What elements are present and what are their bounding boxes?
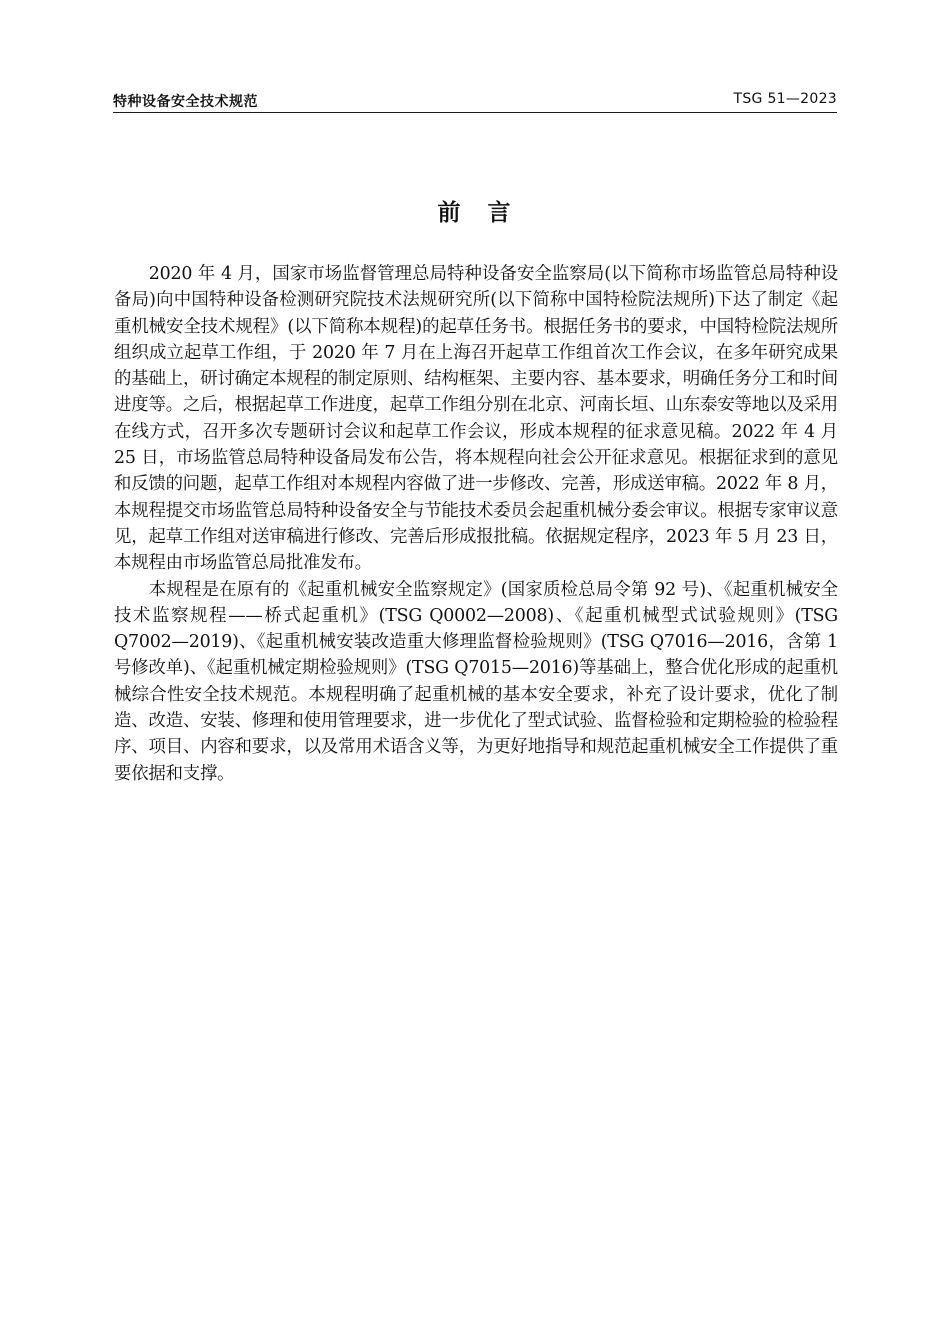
regulation-series-title: 特种设备安全技术规范 <box>113 94 258 110</box>
foreword-paragraph-2: 本规程是在原有的《起重机械安全监察规定》(国家质检总局令第 92 号)、《起重机械安全技术监察规程——桥式起重机》(TSG Q0002—2008)、《起重机械型式试验规则》(TSG Q7002—2019)、《起重机械安装改造重大修理监督检验规则》(TSG Q7016—2016，含第 1 号修改单)、《起重机械定期检验规则》(TSG Q7015—2016)等基础上，整合优化形成的起重机械综合性安全技术规范。本规程明确了起重机械的基本安全要求，补充了设计要求，优化了制造、改造、安装、修理和使用管理要求，进一步优化了型式试验、监督检验和定期检验的检验程序、项目、内容和要求，以及常用术语含义等，为更好地指导和规范起重机械安全工作提供了重要依据和支撑。 <box>114 579 838 784</box>
foreword-paragraph-1: 2020 年 4 月，国家市场监督管理总局特种设备安全监察局(以下简称市场监管总局特种设备局)向中国特种设备检测研究院技术法规研究所(以下简称中国特检院法规所)下达了制定《起重机械安全技术规程》(以下简称本规程)的起草任务书。根据任务书的要求，中国特检院法规所组织成立起草工作组，于 2020 年 7 月在上海召开起草工作组首次工作会议，在多年研究成果的基础上，研讨确定本规程的制定原则、结构框架、主要内容、基本要求，明确任务分工和时间进度等。之后，根据起草工作进度，起草工作组分别在北京、河南长垣、山东泰安等地以及采用在线方式，召开多次专题研讨会议和起草工作会议，形成本规程的征求意见稿。2022 年 4 月 25 日，市场监管总局特种设备局发布公告，将本规程向社会公开征求意见。根据征求到的意见和反馈的问题，起草工作组对本规程内容做了进一步修改、完善，形成送审稿。2022 年 8 月，本规程提交市场监管总局特种设备安全与节能技术委员会起重机械分委会审议。根据专家审议意见，起草工作组对送审稿进行修改、完善后形成报批稿。依据规定程序，2023 年 5 月 23 日，本规程由市场监管总局批准发布。 <box>114 264 838 574</box>
running-header <box>113 90 837 113</box>
page-title: 前 言 <box>437 200 513 226</box>
foreword-body <box>114 261 838 787</box>
standard-code: TSG 51—2023 <box>733 91 837 107</box>
